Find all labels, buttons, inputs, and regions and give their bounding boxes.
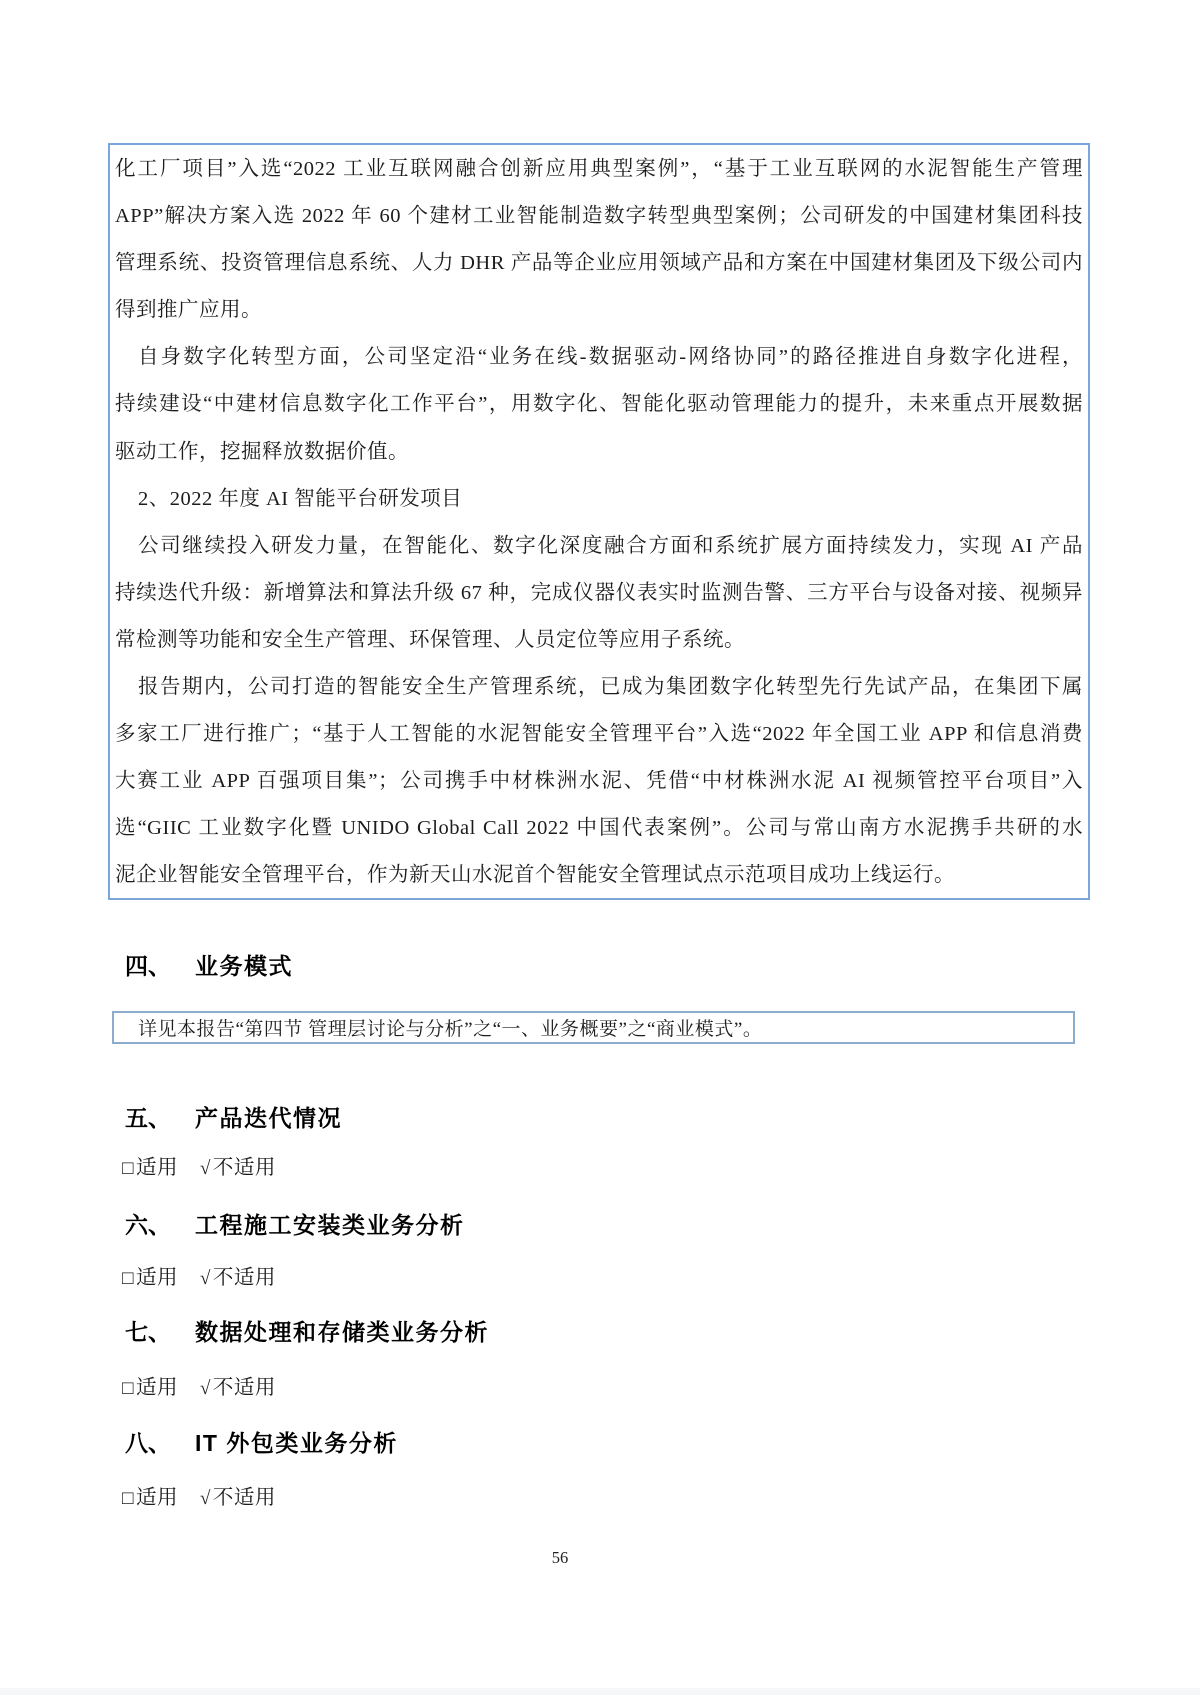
applicable-label: 适用 — [135, 1267, 178, 1289]
applicability-row — [122, 1370, 276, 1400]
not-applicable-label: 不适用 — [212, 1377, 276, 1399]
section-heading-product-iteration — [125, 1100, 342, 1133]
paragraph-line: 驱动工作，挖掘释放数据价值。 — [115, 440, 409, 463]
paragraph-line: 多家工厂进行推广；“基于人工智能的水泥智能安全管理平台”入选“2022 年全国工业 APP 和信息消费 — [115, 723, 1083, 746]
checkbox-unchecked-icon: □ — [122, 1158, 134, 1179]
section-number: 四、 — [125, 953, 171, 979]
applicability-row — [122, 1480, 276, 1510]
paragraph-line: 持续迭代升级：新增算法和算法升级 67 种，完成仪器仪表实时监测告警、三方平台与设备对接、视频异 — [115, 581, 1083, 604]
paragraph-line: 化工厂项目”入选“2022 工业互联网融合创新应用典型案例”，“基于工业互联网的水泥智能生产管理 — [115, 158, 1083, 180]
paragraph-line: 持续建设“中建材信息数字化工作平台”，用数字化、智能化驱动管理能力的提升，未来重点开展数据 — [115, 393, 1083, 416]
section-heading-data-processing — [125, 1314, 489, 1347]
not-applicable-label: 不适用 — [212, 1267, 276, 1289]
checkmark-icon: √ — [199, 1488, 211, 1509]
paragraph-line: 泥企业智能安全管理平台，作为新天山水泥首个智能安全管理试点示范项目成功上线运行。 — [115, 864, 955, 887]
paragraph-line: 公司继续投入研发力量，在智能化、数字化深度融合方面和系统扩展方面持续发力，实现 AI 产品 — [138, 534, 1083, 557]
checkmark-icon: √ — [199, 1158, 211, 1179]
paragraph-line: 自身数字化转型方面，公司坚定沿“业务在线-数据驱动-网络协同”的路径推进自身数字化进程， — [138, 346, 1083, 369]
paragraph-line: APP”解决方案入选 2022 年 60 个建材工业智能制造数字转型典型案例；公司研发的中国建材集团科技 — [115, 205, 1083, 228]
applicable-label: 适用 — [135, 1487, 178, 1509]
section-title: 工程施工安装类业务分析 — [195, 1212, 465, 1238]
section-number: 七、 — [125, 1319, 171, 1345]
business-model-note: 详见本报告“第四节 管理层讨论与分析”之“一、业务概要”之“商业模式”。 — [138, 1019, 763, 1040]
applicable-label: 适用 — [135, 1377, 178, 1399]
section-title: 业务模式 — [195, 953, 293, 979]
section-title: 数据处理和存储类业务分析 — [195, 1319, 489, 1345]
applicable-label: 适用 — [135, 1157, 178, 1179]
section-number: 六、 — [125, 1212, 171, 1238]
section-heading-it-outsourcing — [125, 1425, 398, 1458]
business-model-note-box — [112, 1011, 1075, 1044]
bottom-edge-divider — [0, 1688, 1200, 1695]
section-title: IT 外包类业务分析 — [195, 1430, 398, 1456]
checkbox-unchecked-icon: □ — [122, 1488, 134, 1509]
page-number: 56 — [551, 1548, 569, 1567]
section-number: 五、 — [125, 1105, 171, 1131]
paragraph-line: 管理系统、投资管理信息系统、人力 DHR 产品等企业应用领域产品和方案在中国建材集团及下级公司内 — [115, 252, 1083, 275]
checkmark-icon: √ — [199, 1378, 211, 1399]
paragraph-line: 常检测等功能和安全生产管理、环保管理、人员定位等应用子系统。 — [115, 628, 745, 651]
not-applicable-label: 不适用 — [212, 1487, 276, 1509]
paragraph-line: 大赛工业 APP 百强项目集”；公司携手中材株洲水泥、凭借“中材株洲水泥 AI 视频管控平台项目”入 — [115, 770, 1083, 793]
section-title: 产品迭代情况 — [195, 1105, 342, 1131]
section-heading-business-model — [125, 948, 293, 981]
paragraph-line: 报告期内，公司打造的智能安全生产管理系统，已成为集团数字化转型先行先试产品，在集团下属 — [138, 676, 1083, 699]
section-number: 八、 — [125, 1430, 171, 1456]
applicability-row — [122, 1150, 276, 1180]
checkmark-icon: √ — [199, 1268, 211, 1289]
not-applicable-label: 不适用 — [212, 1157, 276, 1179]
paragraph-line: 2、2022 年度 AI 智能平台研发项目 — [138, 487, 463, 510]
report-text-box — [108, 143, 1090, 900]
paragraph-line: 得到推广应用。 — [115, 299, 262, 322]
checkbox-unchecked-icon: □ — [122, 1268, 134, 1289]
checkbox-unchecked-icon: □ — [122, 1378, 134, 1399]
section-heading-construction — [125, 1207, 465, 1240]
applicability-row — [122, 1260, 276, 1290]
paragraph-line: 选“GIIC 工业数字化暨 UNIDO Global Call 2022 中国代表案例”。公司与常山南方水泥携手共研的水 — [115, 817, 1083, 840]
